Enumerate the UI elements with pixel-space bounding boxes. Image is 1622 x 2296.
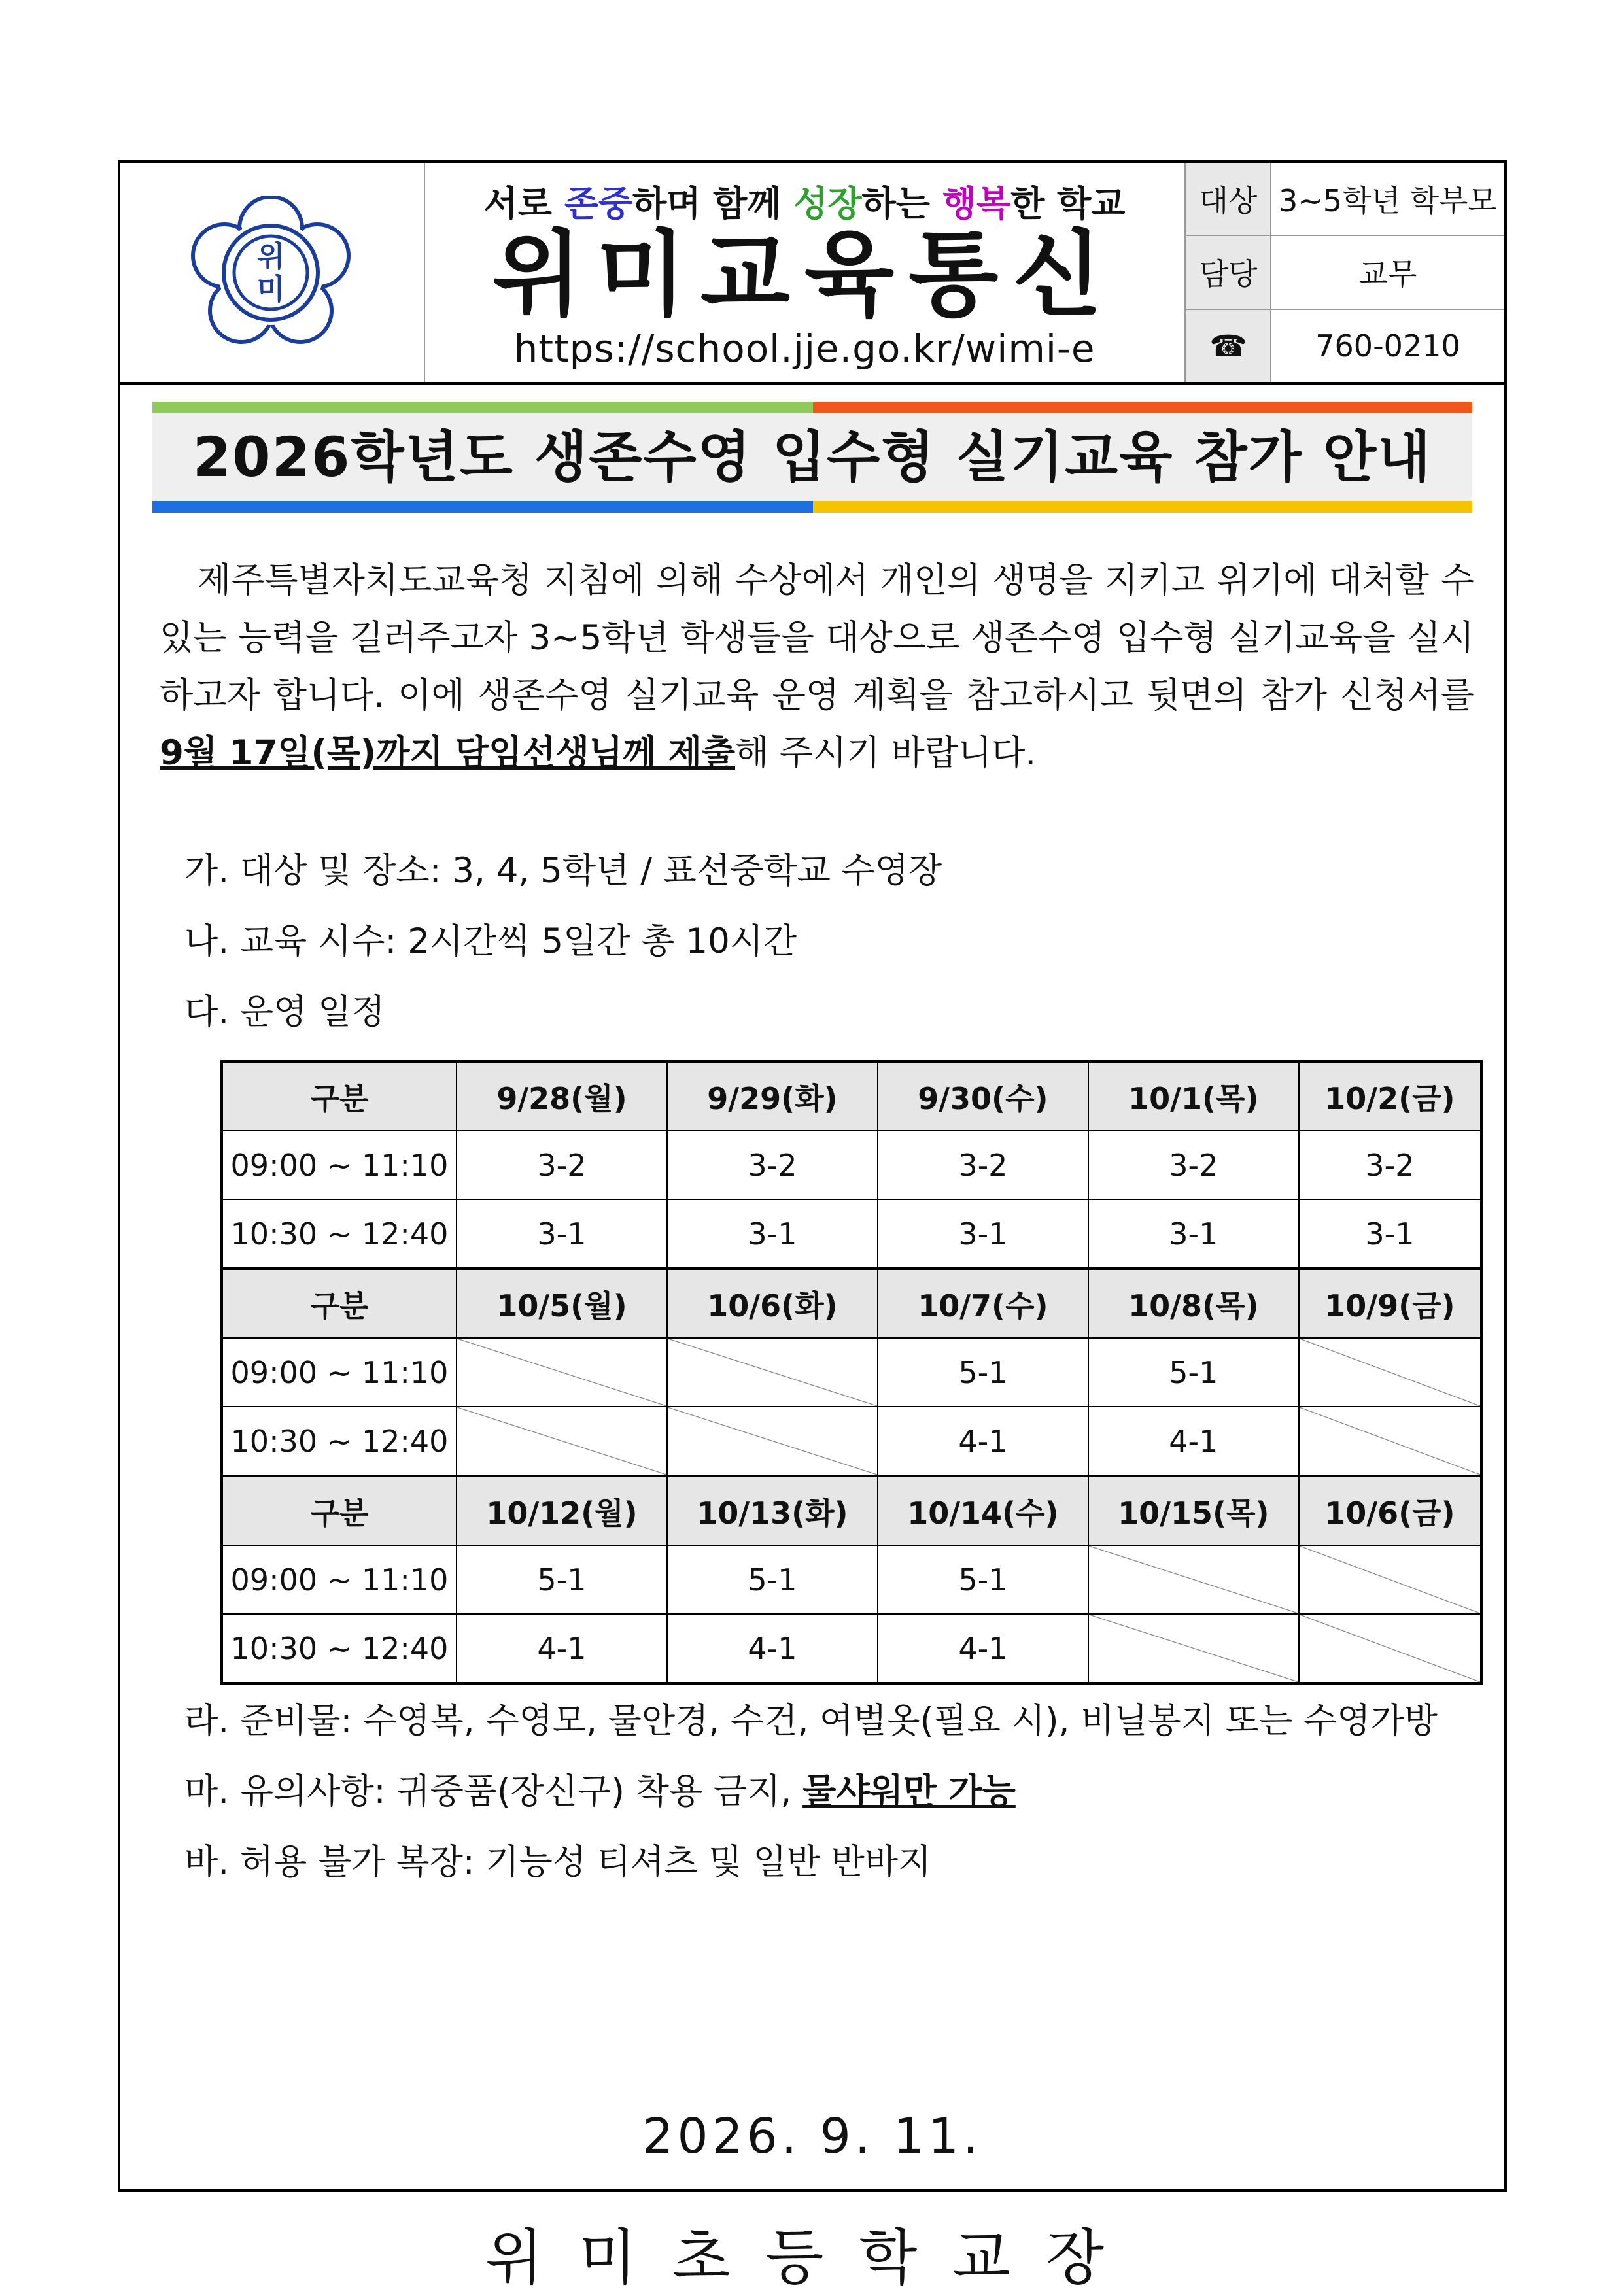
item-dress-code: 바. 허용 불가 복장: 기능성 티셔츠 및 일반 반바지	[184, 1842, 932, 1882]
schedule-class-cell: 5-1	[667, 1545, 878, 1614]
charge-value: 교무	[1271, 235, 1504, 309]
target-label: 대상	[1186, 163, 1271, 235]
phone-icon: ☎	[1186, 309, 1271, 382]
schedule-date: 9/29(화)	[667, 1061, 878, 1131]
schedule-row	[222, 1407, 1481, 1476]
newsletter-header	[120, 163, 1504, 385]
slogan-happy: 행복	[942, 183, 1011, 224]
schedule-class-cell: 3-1	[457, 1199, 667, 1269]
info-table	[1185, 163, 1504, 382]
schedule-header-row	[222, 1061, 1481, 1131]
school-url[interactable]: https://school.jje.go.kr/wimi-e	[513, 326, 1096, 371]
slogan-text: 하며 함께	[632, 183, 794, 224]
masthead	[425, 163, 1185, 382]
intro-deadline: 9월 17일(목)까지 담임선생님께 제출	[160, 733, 736, 773]
issue-date: 2026. 9. 11.	[642, 2108, 982, 2165]
schedule-empty-cell	[667, 1338, 878, 1407]
schedule-date: 10/15(목)	[1088, 1476, 1299, 1545]
schedule-date: 9/30(수)	[878, 1061, 1088, 1131]
schedule-empty-cell	[1299, 1338, 1481, 1407]
title-bar-blue	[152, 501, 813, 513]
schedule-empty-cell	[1299, 1407, 1481, 1476]
slogan-text: 서로	[483, 183, 564, 224]
principal-signature: 위미초등학교장	[485, 2223, 1140, 2293]
school-slogan	[425, 176, 1184, 226]
schedule-date: 10/8(목)	[1088, 1269, 1299, 1338]
item-hours: 나. 교육 시수: 2시간씩 5일간 총 10시간	[184, 921, 797, 961]
emblem-text-bottom: 미	[256, 273, 285, 306]
schedule-class-cell: 3-2	[457, 1131, 667, 1199]
intro-text: 제주특별자치도교육청 지침에 의해 수상에서 개인의 생명을 지키고 위기에 대처할 수 있는 능력을 길러주고자 3~5학년 학생들을 대상으로 생존수영 입수형 실기교육을 실시하고자 합니다. 이에 생존수영 실기교육 운영 계획을 참고하시고 뒷면의 참가 신청서를	[160, 560, 1474, 715]
charge-label: 담당	[1186, 235, 1271, 309]
schedule-class-cell: 4-1	[667, 1614, 878, 1683]
target-value: 3~5학년 학부모	[1271, 163, 1504, 235]
precautions-highlight: 물샤워만 가능	[802, 1772, 1016, 1811]
schedule-date: 10/5(월)	[457, 1269, 667, 1338]
schedule-time: 10:30 ~ 12:40	[222, 1199, 457, 1269]
slogan-respect: 존중	[564, 183, 633, 224]
schedule-row	[222, 1338, 1481, 1407]
schedule-empty-cell	[457, 1407, 667, 1476]
schedule-class-cell: 3-1	[1088, 1199, 1299, 1269]
schedule-date: 10/9(금)	[1299, 1269, 1481, 1338]
slogan-text: 하는	[861, 183, 942, 224]
schedule-class-cell: 5-1	[878, 1545, 1088, 1614]
schedule-date: 10/13(화)	[667, 1476, 878, 1545]
schedule-row	[222, 1545, 1481, 1614]
notice-title-box	[152, 402, 1472, 513]
schedule-class-cell: 3-1	[1299, 1199, 1481, 1269]
item-supplies: 라. 준비물: 수영복, 수영모, 물안경, 수건, 여벌옷(필요 시), 비닐봉지 또는 수영가방	[184, 1701, 1438, 1741]
school-emblem-icon	[189, 196, 353, 346]
schedule-date: 10/6(금)	[1299, 1476, 1481, 1545]
schedule-date: 10/7(수)	[878, 1269, 1088, 1338]
newsletter-frame	[118, 160, 1507, 2293]
schedule-empty-cell	[667, 1407, 878, 1476]
schedule-class-cell: 4-1	[878, 1614, 1088, 1683]
schedule-class-cell: 3-1	[667, 1199, 878, 1269]
schedule-row	[222, 1131, 1481, 1199]
schedule-class-cell: 3-2	[1299, 1131, 1481, 1199]
schedule-time: 10:30 ~ 12:40	[222, 1407, 457, 1476]
schedule-class-cell: 5-1	[878, 1338, 1088, 1407]
schedule-empty-cell	[1088, 1545, 1299, 1614]
schedule-class-cell: 3-2	[1088, 1131, 1299, 1199]
schedule-date: 10/1(목)	[1088, 1061, 1299, 1131]
schedule-row	[222, 1614, 1481, 1683]
schedule-empty-cell	[1299, 1545, 1481, 1614]
schedule-row	[222, 1199, 1481, 1269]
schedule-time: 09:00 ~ 11:10	[222, 1545, 457, 1614]
schedule-class-cell: 3-1	[878, 1199, 1088, 1269]
emblem-text-top: 위	[256, 240, 285, 273]
slogan-growth: 성장	[793, 183, 862, 224]
logo-cell	[120, 163, 425, 382]
precautions-text: 마. 유의사항: 귀중품(장신구) 착용 금지,	[184, 1772, 803, 1811]
schedule-header-row	[222, 1476, 1481, 1545]
title-bar-orange	[813, 402, 1472, 413]
schedule-time: 09:00 ~ 11:10	[222, 1131, 457, 1199]
schedule-table	[220, 1060, 1483, 1685]
slogan-text: 한 학교	[1010, 183, 1126, 224]
schedule-header-label: 구분	[222, 1476, 457, 1545]
schedule-class-cell: 3-2	[878, 1131, 1088, 1199]
schedule-time: 09:00 ~ 11:10	[222, 1338, 457, 1407]
item-precautions	[184, 1764, 1016, 1813]
schedule-header-label: 구분	[222, 1061, 457, 1131]
title-bar-green	[152, 402, 813, 413]
newsletter-title: 위미교육통신	[492, 221, 1117, 329]
phone-value: 760-0210	[1271, 309, 1504, 382]
schedule-class-cell: 4-1	[878, 1407, 1088, 1476]
schedule-date: 10/6(화)	[667, 1269, 878, 1338]
intro-paragraph	[160, 552, 1474, 782]
schedule-empty-cell	[1299, 1614, 1481, 1683]
schedule-date: 10/2(금)	[1299, 1061, 1481, 1131]
title-bar-yellow	[813, 501, 1472, 513]
schedule-class-cell: 5-1	[1088, 1338, 1299, 1407]
schedule-class-cell: 4-1	[1088, 1407, 1299, 1476]
schedule-class-cell: 5-1	[457, 1545, 667, 1614]
schedule-header-row	[222, 1269, 1481, 1338]
schedule-time: 10:30 ~ 12:40	[222, 1614, 457, 1683]
schedule-date: 10/14(수)	[878, 1476, 1088, 1545]
schedule-empty-cell	[1088, 1614, 1299, 1683]
notice-title: 2026학년도 생존수영 입수형 실기교육 참가 안내	[192, 425, 1432, 489]
schedule-class-cell: 4-1	[457, 1614, 667, 1683]
schedule-header-label: 구분	[222, 1269, 457, 1338]
intro-text-end: 해 주시기 바랍니다.	[735, 733, 1037, 773]
item-schedule-heading: 다. 운영 일정	[184, 992, 385, 1032]
schedule-empty-cell	[457, 1338, 667, 1407]
schedule-class-cell: 3-2	[667, 1131, 878, 1199]
schedule-date: 10/12(월)	[457, 1476, 667, 1545]
schedule-date: 9/28(월)	[457, 1061, 667, 1131]
item-target-place: 가. 대상 및 장소: 3, 4, 5학년 / 표선중학교 수영장	[184, 851, 942, 891]
